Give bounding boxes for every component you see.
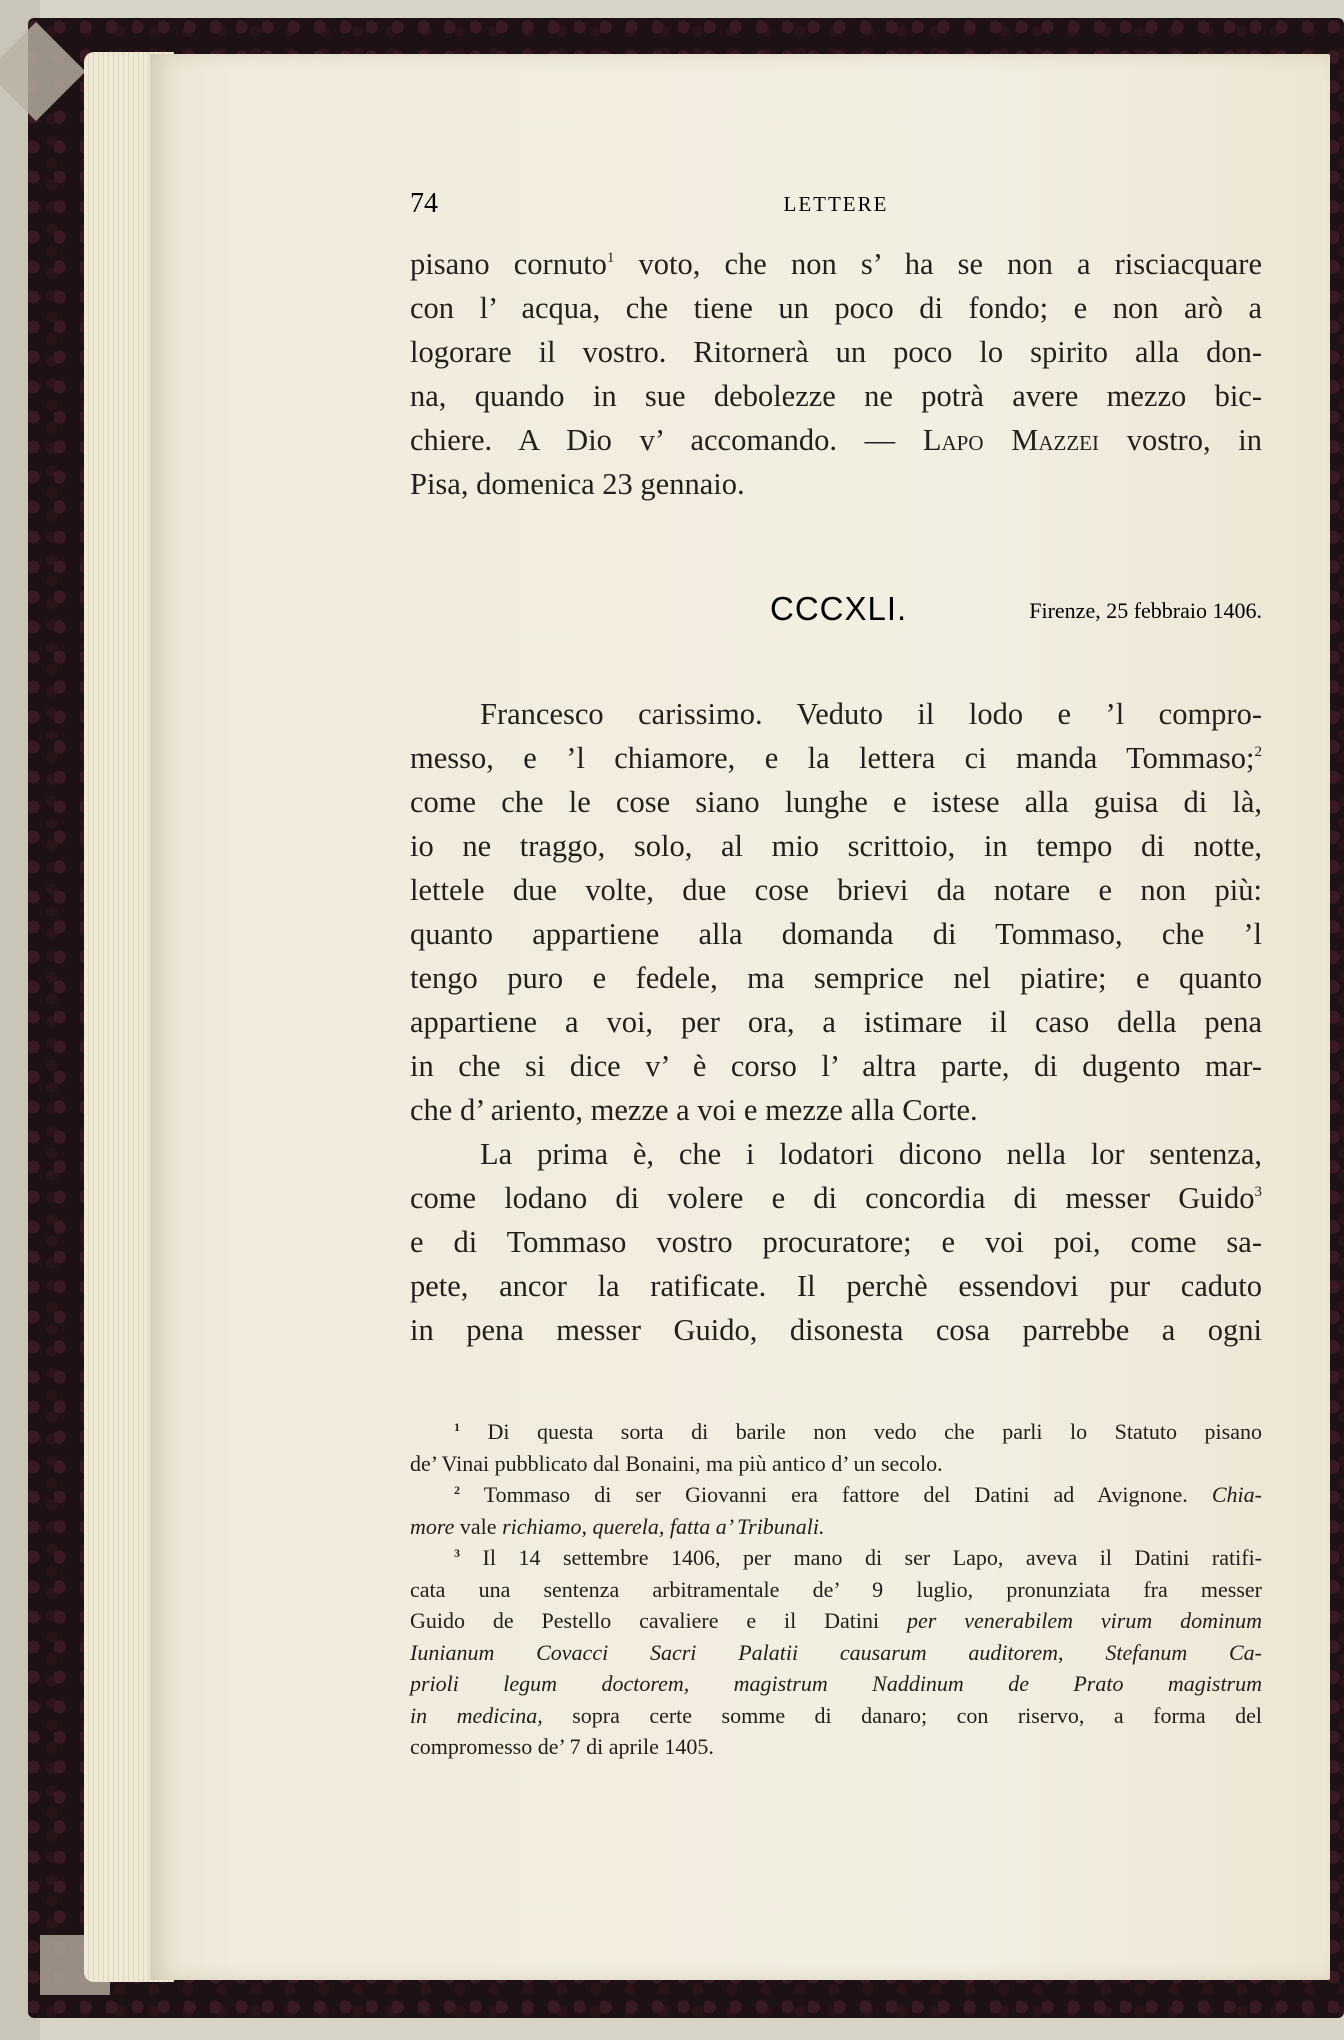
footnote-line: $^3$ Il 14 settembre 1406, per mano di ser Lapo, aveva il Datini ratifi- [454,1545,1263,1570]
text-line: pete, ancor la ratificate. Il perchè essendovi pur caduto [410,1269,1262,1303]
footnote-line: compromesso de’ 7 di aprile 1405. [410,1734,714,1759]
letter-paragraph-2 [410,1132,1262,1352]
text-line: io ne traggo, solo, al mio scrittoio, in tempo di notte, [410,829,1262,863]
footnote-line: more vale richiamo, querela, fatta a’ Tribunali. [410,1513,825,1539]
text-line: tengo puro e fedele, ma semprice nel piatire; e quanto [410,961,1262,995]
text-line: pisano cornuto$^1$ voto, che non s’ ha se non a risciacquare [410,247,1262,281]
footnote-marker: 3 [1254,1184,1262,1200]
text-line: come lodano di volere e di concordia di messer Guido$^3$ [410,1181,1262,1215]
text-line: che d’ ariento, mezze a voi e mezze alla Corte. [410,1093,978,1127]
footnotes [410,1416,1262,1763]
text-line: e di Tommaso vostro procuratore; e voi poi, come sa- [410,1225,1262,1259]
footnote-line: prioli legum doctorem, magistrum Naddinum de Prato magistrum [410,1671,1262,1696]
footnote-marker: 1 [606,250,615,266]
footnote-line: in medicina, sopra certe somme di danaro; con riservo, a forma del [410,1702,1262,1728]
text-line: con l’ acqua, che tiene un poco di fondo; e non arò a [410,291,1262,325]
text-line: Francesco carissimo. Veduto il lodo e ’l compro- [480,697,1262,731]
page-header [410,188,1262,222]
text-line: lettele due volte, due cose brievi da notare e non più: [410,873,1262,907]
text-line: quanto appartiene alla domanda di Tommaso, che ’l [410,917,1262,951]
letter-place-date: Firenze, 25 febbraio 1406. [1029,598,1262,623]
text-line: come che le cose siano lunghe e istese alla guisa di là, [410,785,1262,819]
footnote-marker: 2 [1254,744,1262,760]
footnote-line: cata una sentenza arbitramentale de’ 9 luglio, pronunziata fra messer [410,1576,1262,1602]
letter-paragraph-1 [410,692,1262,1132]
footnote-line: $^1$ Di questa sorta di barile non vedo che parli lo Statuto pisano [454,1419,1262,1444]
letter-heading [410,590,1262,638]
text-line: chiere. A Dio v’ accomando. — Lapo Mazzei vostro, in [410,423,1263,457]
text-line: La prima è, che i lodatori dicono nella lor sentenza, [480,1137,1262,1171]
text-line: messo, e ’l chiamore, e la lettera ci manda Tommaso;$^2$ [410,741,1262,775]
page-number: 74 [410,188,438,219]
text-line: logorare il vostro. Ritornerà un poco lo spirito alla don- [410,335,1262,369]
text-line: Pisa, domenica 23 gennaio. [410,467,745,501]
text-line: appartiene a voi, per ora, a istimare il caso della pena [410,1005,1262,1039]
signature-name: Lapo Mazzei [922,423,1099,457]
footnote-line: Guido de Pestello cavaliere e il Datini per venerabilem virum dominum [410,1608,1263,1633]
text-line: na, quando in sue debolezze ne potrà avere mezzo bic- [410,379,1262,413]
footnote-line: Iunianum Covacci Sacri Palatii causarum auditorem, Stefanum Ca- [410,1639,1262,1665]
top-paragraph [410,242,1262,506]
text-line: in che si dice v’ è corso l’ altra parte, di dugento mar- [410,1049,1262,1083]
running-title: LETTERE [783,192,889,216]
footnote-line: $^2$ Tommaso di ser Giovanni era fattore del Datini ad Avignone. Chia- [454,1482,1262,1507]
footnote-line: de’ Vinai pubblicato dal Bonaini, ma più antico d’ un secolo. [410,1450,943,1476]
letter-number: CCCXLI. [770,590,908,627]
text-line: in pena messer Guido, disonesta cosa parrebbe a ogni [410,1313,1262,1347]
